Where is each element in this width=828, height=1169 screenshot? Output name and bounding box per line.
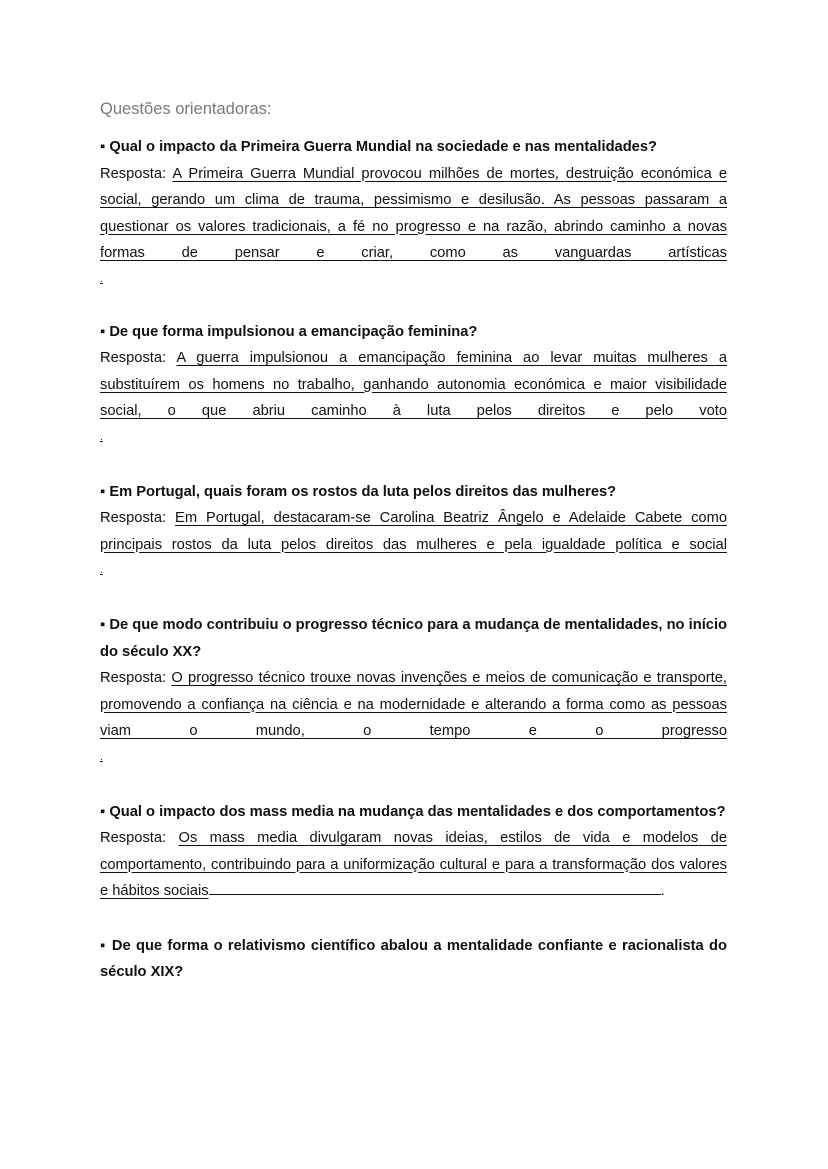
answer-label: Resposta: [100, 830, 167, 846]
question-3 [100, 479, 727, 506]
question-text: De que forma o relativismo científico abalou a mentalidade confiante e racionalista do século XIX? [100, 937, 727, 980]
answer-text: O progresso técnico trouxe novas invenções e meios de comunicação e transporte, promovendo a confiança na ciência e na modernidade e alterando a forma como as pessoas viam o mundo, o tempo e o progresso [100, 670, 727, 739]
bullet-icon: ▪ [100, 483, 106, 500]
answer-4 [100, 665, 727, 745]
answer-3 [100, 505, 727, 558]
question-block-5 [100, 799, 727, 905]
section-heading: Questões orientadoras: [100, 100, 272, 118]
answer-trailing-period: . [100, 431, 103, 443]
question-block-3 [100, 479, 727, 585]
question-1 [100, 134, 727, 161]
answer-text: A Primeira Guerra Mundial provocou milhões de mortes, destruição económica e social, gerando um clima de trauma, pessimismo e desilusão. As pessoas passaram a questionar os valores tradicionais, a fé no progresso e na razão, abrindo caminho a novas formas de pensar e criar, como as vanguardas artísticas [100, 165, 727, 261]
answer-fill-line [209, 893, 661, 895]
answer-text: Em Portugal, destacaram-se Carolina Beatriz Ângelo e Adelaide Cabete como principais rostos da luta pelos direitos das mulheres e pela igualdade política e social [100, 510, 727, 553]
question-4 [100, 612, 727, 665]
question-text: Em Portugal, quais foram os rostos da luta pelos direitos das mulheres? [109, 483, 617, 500]
question-6 [100, 933, 727, 986]
question-text: De que modo contribuiu o progresso técnico para a mudança de mentalidades, no início do século XX? [100, 617, 727, 660]
answer-trailing-period: . [100, 751, 103, 763]
question-2 [100, 319, 727, 346]
bullet-icon: ▪ [100, 937, 107, 954]
bullet-icon: ▪ [100, 139, 106, 155]
bullet-icon: ▪ [100, 617, 106, 633]
answer-label: Resposta: [100, 670, 167, 686]
question-text: Qual o impacto dos mass media na mudança das mentalidades e dos comportamentos? [109, 803, 726, 820]
question-block-1 [100, 134, 727, 293]
document-page [100, 98, 727, 1014]
answer-5 [100, 825, 727, 905]
question-text: Qual o impacto da Primeira Guerra Mundial na sociedade e nas mentalidades? [109, 139, 657, 155]
answer-trailing-period: . [100, 565, 103, 576]
question-block-4 [100, 612, 727, 771]
answer-2 [100, 345, 727, 425]
answer-label: Resposta: [100, 165, 167, 182]
answer-trailing-period: . [100, 273, 103, 285]
question-block-2 [100, 319, 727, 451]
question-text: De que forma impulsionou a emancipação feminina? [109, 323, 478, 340]
answer-label: Resposta: [100, 350, 167, 366]
question-block-6 [100, 933, 727, 986]
bullet-icon: ▪ [100, 323, 106, 340]
answer-trailing-period: . [660, 883, 665, 899]
bullet-icon: ▪ [100, 803, 106, 820]
answer-text: A guerra impulsionou a emancipação feminina ao levar muitas mulheres a substituírem os homens no trabalho, ganhando autonomia económica e maior visibilidade social, o que abriu caminho à luta pelos direitos e pelo voto [100, 350, 727, 419]
answer-label: Resposta: [100, 510, 167, 526]
answer-text: Os mass media divulgaram novas ideias, estilos de vida e modelos de comportamento, contribuindo para a uniformização cultural e para a transformação dos valores e hábitos sociais [100, 830, 727, 899]
answer-1 [100, 161, 727, 267]
question-5 [100, 799, 727, 826]
